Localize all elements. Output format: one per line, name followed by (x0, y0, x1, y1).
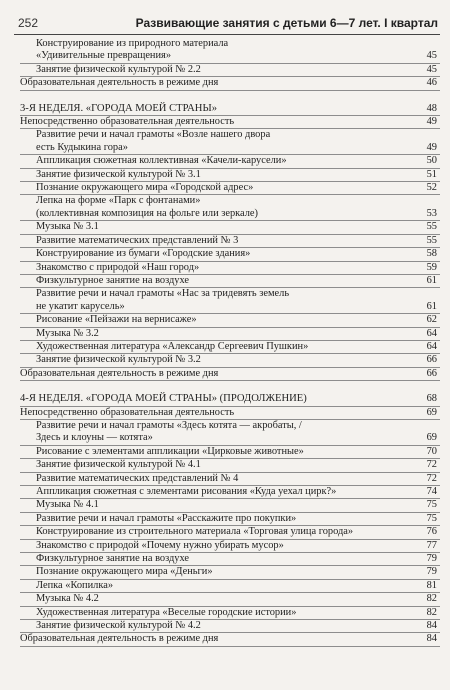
toc-page-number: 49 (426, 141, 437, 153)
toc-entry-text: Рисование с элементами аппликации «Цирковые животные» (36, 445, 304, 457)
section-gap (20, 91, 440, 103)
toc-page-number: 72 (426, 472, 437, 484)
toc-page-number: 77 (426, 539, 437, 551)
toc-page-number: 69 (426, 432, 437, 444)
toc-entry-text: Музыка № 4.1 (36, 499, 99, 511)
toc-entry (20, 155, 440, 168)
toc-entry-text: Здесь и клоуны — котята» (36, 432, 153, 444)
toc-page-number: 82 (426, 593, 437, 605)
toc-page-number: 66 (426, 354, 437, 366)
toc-page-number: 70 (426, 445, 437, 457)
toc-page-number: 74 (426, 486, 437, 497)
toc-week-heading (20, 103, 440, 116)
toc-page-number: 55 (426, 221, 437, 233)
toc-page-number: 52 (426, 182, 437, 194)
toc-page-number: 75 (426, 499, 437, 511)
toc-entry (20, 235, 440, 248)
toc-entry (20, 459, 440, 472)
toc-page-number: 55 (426, 234, 437, 246)
toc-entry (20, 446, 440, 459)
toc-entry-text: Знакомство с природой «Почему нужно убирать мусор» (36, 539, 284, 551)
toc-entry-text: Физкультурное занятие на воздухе (36, 553, 190, 565)
toc-entry (20, 486, 440, 499)
toc-page-number: 84 (426, 633, 437, 645)
toc-week-heading (20, 393, 440, 406)
toc-entry-text: Рисование «Пейзажи на вернисаже» (36, 314, 197, 326)
toc-entry (20, 38, 440, 64)
toc-entry (20, 248, 440, 261)
toc-page-number: 69 (426, 406, 437, 418)
toc-page-number: 59 (426, 261, 437, 273)
page-number: 252 (18, 16, 39, 30)
toc-entry (20, 566, 440, 579)
toc-page-number: 66 (426, 367, 437, 379)
toc-entry-text: Развитие математических представлений № 3 (36, 234, 239, 246)
toc-entry (20, 64, 440, 77)
toc-entry-text: Непосредственно образовательная деятельность (20, 116, 235, 128)
toc-page-number: 84 (426, 620, 437, 632)
toc-page-number: 81 (426, 579, 437, 591)
toc-entry (20, 593, 440, 606)
toc-entry-text: Музыка № 3.2 (36, 327, 99, 339)
toc-entry-text: Развитие речи и начал грамоты «Расскажите про покупки» (36, 512, 297, 524)
toc-page-number: 64 (426, 340, 437, 352)
toc-entry (20, 129, 440, 155)
toc-entry-text: Образовательная деятельность в режиме дня (20, 77, 219, 89)
toc-page-number: 79 (426, 566, 437, 578)
toc-entry (20, 328, 440, 341)
toc-entry-text: Занятие физической культурой № 3.1 (36, 168, 201, 180)
toc-entry-text: Образовательная деятельность в режиме дня (20, 633, 219, 645)
toc-entry (20, 526, 440, 539)
toc-entry (20, 499, 440, 512)
toc-entry-text: Занятие физической культурой № 4.2 (36, 620, 201, 632)
toc-entry-text: Аппликация сюжетная коллективная «Качели-карусели» (36, 155, 287, 167)
toc-entry-text: Занятие физической культурой № 2.2 (36, 63, 201, 75)
toc-section-entry (20, 116, 440, 129)
toc-entry (20, 195, 440, 221)
toc-page-number: 53 (426, 207, 437, 219)
toc-entry-text: не укатит карусель» (36, 300, 125, 312)
toc-entry-text: Познание окружающего мира «Городской адрес» (36, 182, 254, 194)
toc-page-number: 51 (426, 168, 437, 180)
toc-page-number: 58 (426, 248, 437, 260)
toc-page-number: 72 (426, 459, 437, 471)
toc-page-number: 79 (426, 553, 437, 565)
toc-entry (20, 169, 440, 182)
toc-entry (20, 540, 440, 553)
toc-entry (20, 314, 440, 327)
running-title: Развивающие занятия с детьми 6—7 лет. I квартал (135, 16, 438, 30)
toc-entry-text: Художественная литература «Веселые городские истории» (36, 606, 297, 618)
page-header (14, 14, 440, 35)
toc-entry (20, 262, 440, 275)
toc-entry-text: Развитие речи и начал грамоты «Возле нашего двора (36, 129, 271, 141)
toc-entry (20, 620, 440, 633)
toc-entry-text: 4-Я НЕДЕЛЯ. «ГОРОДА МОЕЙ СТРАНЫ» (ПРОДОЛЖЕНИЕ) (20, 393, 307, 405)
section-gap (20, 381, 440, 393)
toc-entry (20, 182, 440, 195)
toc-section-entry (20, 77, 440, 90)
toc-entry-text: «Удивительные превращения» (36, 50, 172, 62)
toc-section-entry (20, 633, 440, 646)
toc-entry-text: Лепка «Копилка» (36, 579, 114, 591)
toc-entry (20, 553, 440, 566)
toc-entry-text: Конструирование из природного материала (36, 38, 229, 49)
toc-entry-text: Аппликация сюжетная с элементами рисования «Куда уехал цирк?» (36, 486, 337, 497)
toc-entry-text: Физкультурное занятие на воздухе (36, 274, 190, 286)
toc-entry-text: есть Кудыкина гора» (36, 141, 128, 153)
toc-entry-text: Лепка на форме «Парк с фонтанами» (36, 195, 201, 207)
toc-page-number: 50 (426, 155, 437, 167)
toc-entry-text: Развитие речи и начал грамоты «Нас за тридевять земель (36, 288, 290, 300)
toc-entry (20, 420, 440, 446)
toc-page-number: 75 (426, 512, 437, 524)
toc-page-number: 49 (426, 116, 437, 128)
toc-page-number: 45 (426, 50, 437, 62)
toc-entry (20, 607, 440, 620)
toc-entry-text: Познание окружающего мира «Деньги» (36, 566, 213, 578)
toc-page-number: 82 (426, 606, 437, 618)
toc-entry-text: Знакомство с природой «Наш город» (36, 261, 200, 273)
toc-entry-text: Художественная литература «Александр Сергеевич Пушкин» (36, 340, 309, 352)
toc-entry-text: Конструирование из бумаги «Городские здания» (36, 248, 251, 260)
toc-entry-text: Конструирование из строительного материала «Торговая улица города» (36, 526, 354, 538)
toc-block-continued (20, 38, 440, 91)
toc-entry (20, 341, 440, 354)
toc-entry-text: Образовательная деятельность в режиме дня (20, 367, 219, 379)
toc-entry (20, 288, 440, 314)
table-of-contents (20, 38, 440, 647)
toc-page-number: 62 (426, 314, 437, 326)
toc-entry-text: (коллективная композиция на фольге или зеркале) (36, 207, 258, 219)
toc-page-number: 61 (426, 274, 437, 286)
toc-entry-text: Занятие физической культурой № 4.1 (36, 459, 201, 471)
toc-entry-text: Занятие физической культурой № 3.2 (36, 354, 201, 366)
toc-entry (20, 580, 440, 593)
toc-entry (20, 473, 440, 486)
toc-entry-text: 3-Я НЕДЕЛЯ. «ГОРОДА МОЕЙ СТРАНЫ» (20, 102, 217, 114)
toc-page-number: 61 (426, 300, 437, 312)
toc-block-week-4 (20, 393, 440, 647)
toc-entry-text: Музыка № 3.1 (36, 221, 99, 233)
toc-entry (20, 221, 440, 234)
toc-page-number: 76 (426, 526, 437, 538)
toc-entry-text: Развитие математических представлений № 4 (36, 472, 239, 484)
toc-entry-text: Музыка № 4.2 (36, 593, 99, 605)
toc-entry-text: Развитие речи и начал грамоты «Здесь котята — акробаты, / (36, 419, 302, 431)
toc-page-number: 64 (426, 327, 437, 339)
toc-entry-text: Непосредственно образовательная деятельность (20, 406, 235, 418)
toc-page-number: 45 (426, 63, 437, 75)
toc-block-week-3 (20, 103, 440, 382)
toc-entry (20, 275, 440, 288)
toc-entry (20, 354, 440, 367)
toc-section-entry (20, 407, 440, 420)
toc-section-entry (20, 368, 440, 381)
toc-page-number: 48 (426, 102, 437, 114)
toc-page-number: 46 (426, 77, 437, 89)
toc-page-number: 68 (426, 393, 437, 405)
toc-entry (20, 513, 440, 526)
